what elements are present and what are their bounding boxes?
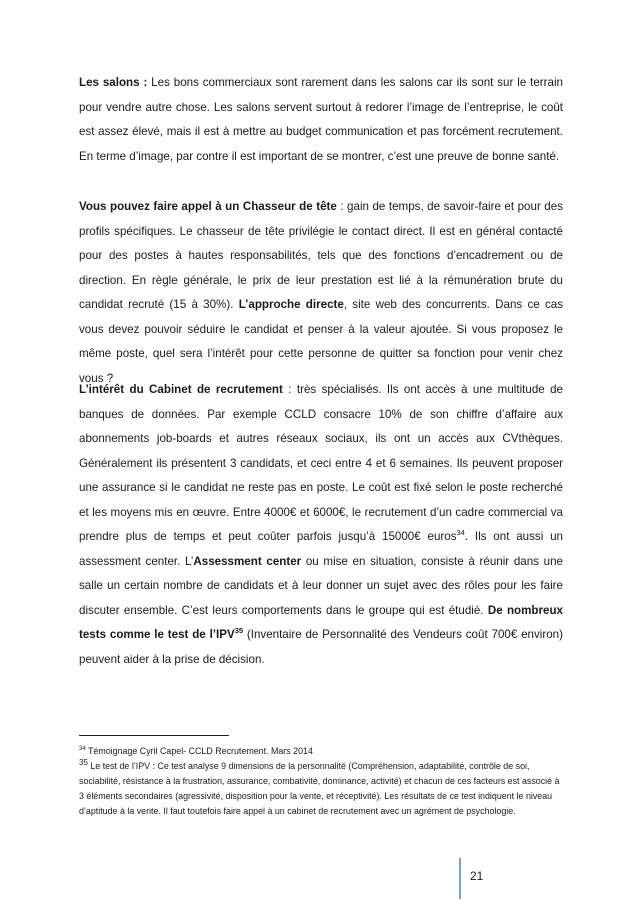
cabinet-bold-tests: De nombreux tests comme le test de l’IPV [79, 603, 563, 641]
footnote-34 [79, 744, 563, 759]
cabinet-text-3: ou mise en situation, consiste à réunir dans une salle un certain nombre de candidats et à leur donner un sujet avec des rôles pour les faire discuter ensemble. C’est leurs comportements dans le groupe qui est étudié. [79, 554, 563, 617]
footnote-separator [79, 735, 229, 736]
footnote-text: Témoignage Cyril Capel- CCLD Recrutement. Mars 2014 [85, 746, 313, 756]
cabinet-lead: L’intérêt du Cabinet de recrutement [79, 383, 283, 396]
cabinet-text-1: : très spécialisés. Ils ont accès à une multitude de banques de données. Par exemple CCLD consacre 10% de son chiffre d’affaire aux abonnements job-boards et autres réseaux sociaux, ils ont un accès aux CVthèques. Généralement ils présentent 3 candidats, et ceci entre 4 et 6 semaines. Ils peuvent proposer une assurance si le candidat ne reste pas en poste. Le coût est fixé selon le poste recherché et les moyens mis en œuvre. Entre 4000€ et 6000€, le recrutement d’un cadre commercial va prendre plus de temps et peut coûter parfois jusqu’à 15000€ euros [79, 383, 564, 543]
salons-text: Les bons commerciaux sont rarement dans les salons car ils sont sur le terrain pour vendre autre chose. Les salons servent surtout à redorer l’image de l’entreprise, le coût est assez élevé, mais il est à mettre au budget communication et pas forcément recrutement. En terme d’image, par contre il est important de se montrer, c’est une preuve de bonne santé. [79, 76, 563, 163]
salons-lead: Les salons : [79, 76, 148, 89]
cabinet-bold-assessment: Assessment center [193, 554, 302, 568]
footnote-ref-34[interactable]: 34 [456, 528, 465, 538]
chasseur-text-1: : gain de temps, de savoir-faire et pour des profils spécifiques. Le chasseur de tête privilégie le contact direct. Il est en général contacté pour des postes à hautes responsabilités, tels que des fonctions d’encadrement ou de direction. En règle générale, le prix de leur prestation est lié à la rémunération brute du candidat recruté (15 à 30%). [79, 200, 563, 311]
cabinet-text-2: . Ils ont aussi un assessment center. L’ [79, 530, 564, 568]
cabinet-text-4: (Inventaire de Personnalité des Vendeurs coût 700€ environ) peuvent aider à la prise de décision. [79, 628, 563, 666]
footnote-ref-35[interactable]: 35 [234, 626, 244, 636]
footnote-text: Le test de l’IPV : Ce test analyse 9 dimensions de la personnalité (Compréhension, adaptabilité, contrôle de soi, sociabilité, résistance à la frustration, assurance, combativité, dominance, activité) et chacun de ces facteurs est associé à 3 éléments secondaires (agressivité, disposition pour la vente, et réceptivité). Les résultats de ce test indiquent le niveau d’aptitude à la vente. Il faut toutefois faire appel à un cabinet de recrutement avec un agrément de psychologie. [79, 761, 560, 816]
footnote-35 [79, 759, 563, 819]
paragraph-salons [79, 71, 563, 169]
footnotes [79, 744, 563, 819]
paragraph-chasseur [79, 195, 563, 391]
page-number-rule [459, 858, 461, 899]
chasseur-lead: Vous pouvez faire appel à un Chasseur de tête [79, 200, 337, 213]
footnote-number: 34 [79, 746, 86, 753]
chasseur-text-2: , site web des concurrents. Dans ce cas vous devez pouvoir séduire le candidat et penser à la valeur ajoutée. Si vous proposez le même poste, quel sera l’intérêt pour cette personne de quitter sa fonction pour venir chez vous ? [79, 298, 563, 385]
paragraph-cabinet [79, 378, 563, 672]
chasseur-bold-approche: L’approche directe [238, 298, 344, 311]
page-number: 21 [470, 869, 484, 883]
footnote-number: 35 [79, 758, 88, 768]
